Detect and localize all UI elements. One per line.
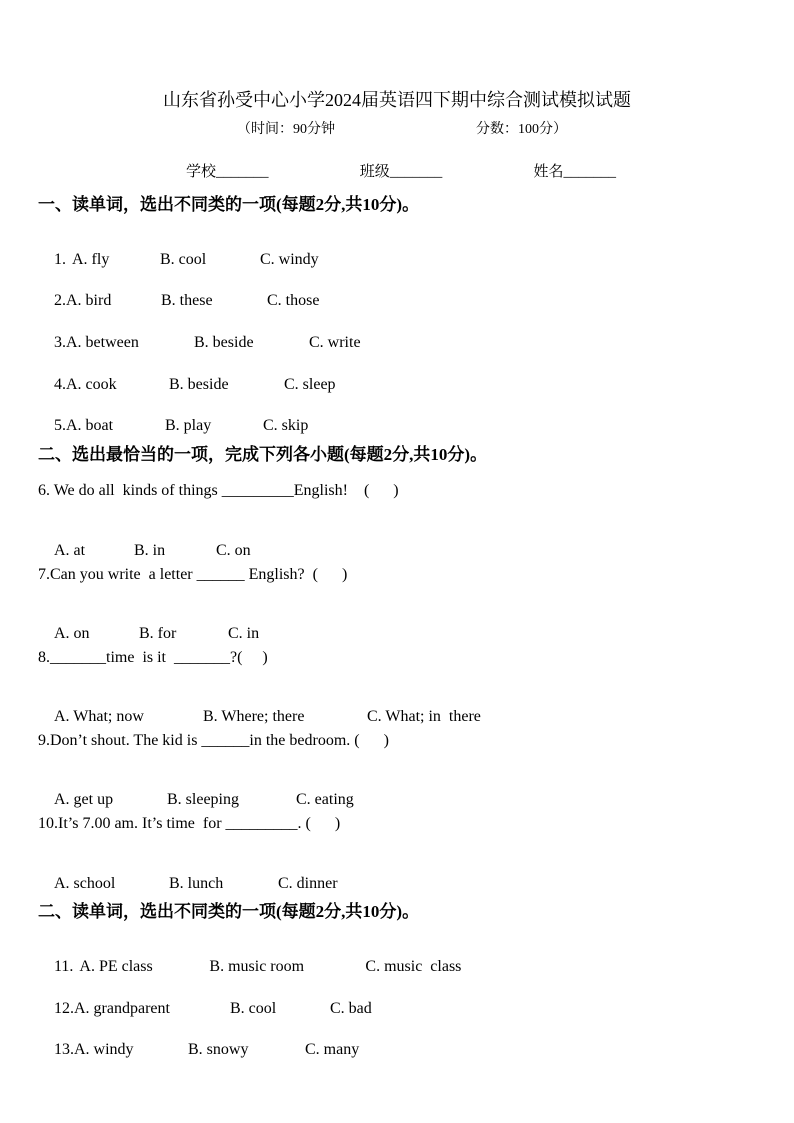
option-b: B. music room [209,958,305,975]
option-c: C. windy [260,251,319,268]
option-a: A. grandparent [74,1000,170,1017]
option-a: A. windy [74,1041,134,1058]
option-b: B. play [165,417,212,434]
option-b: B. in [134,542,166,559]
option-c: C. sleep [284,376,336,393]
section-heading: 二、读单词，选出不同类的一项(每题2分,共10分)。 [38,902,420,921]
option-a: A. on [54,625,90,642]
option-c: C. eating [296,791,354,808]
option-b: B. beside [169,376,229,393]
question-number: 5. [54,417,66,434]
option-b: B. cool [160,251,207,268]
option-c: C. dinner [278,875,338,892]
option-b: B. beside [194,334,254,351]
option-a: A. at [54,542,86,559]
name-field[interactable]: 姓名_______ [533,164,616,180]
question-row [38,1023,359,1077]
question-stem: 8._______time is it _______?( ) [38,649,268,666]
option-b: B. for [139,625,177,642]
section-heading: 二、选出最恰当的一项，完成下列各小题(每题2分,共10分)。 [38,445,488,464]
option-a: A. get up [54,791,114,808]
page-title: 山东省孙受中心小学2024届英语四下期中综合测试模拟试题 [163,90,631,110]
time-limit: （时间：90分钟 [237,122,335,137]
question-stem: 9.Don’t shout. The kid is ______in the bedroom. ( ) [38,732,389,749]
option-c: C. those [267,292,320,309]
option-a: A. fly [72,251,110,268]
option-b: B. these [161,292,213,309]
question-number: 12. [54,1000,74,1017]
exam-meta [237,118,567,138]
question-number: 13. [54,1041,74,1058]
option-c: C. on [216,542,251,559]
question-number: 3. [54,334,66,351]
option-c: C. music class [365,958,462,975]
option-a: A. What; now [54,708,144,725]
option-c: C. in [228,625,260,642]
option-a: A. school [54,875,116,892]
question-stem: 7.Can you write a letter ______ English? ( ) [38,566,348,583]
option-b: B. lunch [169,875,224,892]
question-stem: 6. We do all kinds of things _________English! ( ) [38,482,399,499]
total-score: 分数：100分） [476,122,567,137]
question-number: 2. [54,292,66,309]
option-a: A. bird [66,292,112,309]
option-b: B. cool [230,1000,277,1017]
option-c: C. skip [263,417,309,434]
option-c: C. write [309,334,361,351]
option-a: A. PE class [79,958,153,975]
option-b: B. snowy [188,1041,249,1058]
option-a: A. cook [66,376,117,393]
class-field[interactable]: 班级_______ [359,164,443,180]
question-number: 1. [54,251,66,268]
question-number: 11. [54,958,74,975]
option-c: C. bad [330,1000,372,1017]
option-b: B. Where; there [203,708,305,725]
option-a: A. boat [66,417,114,434]
question-number: 4. [54,376,66,393]
school-field[interactable]: 学校_______ [186,164,269,180]
question-stem: 10.It’s 7.00 am. It’s time for _________. ( ) [38,815,341,832]
option-c: C. many [305,1041,360,1058]
student-info [186,160,616,181]
option-b: B. sleeping [167,791,239,808]
option-c: C. What; in there [367,708,481,725]
option-a: A. between [66,334,139,351]
section-heading: 一、读单词，选出不同类的一项(每题2分,共10分)。 [38,195,420,214]
